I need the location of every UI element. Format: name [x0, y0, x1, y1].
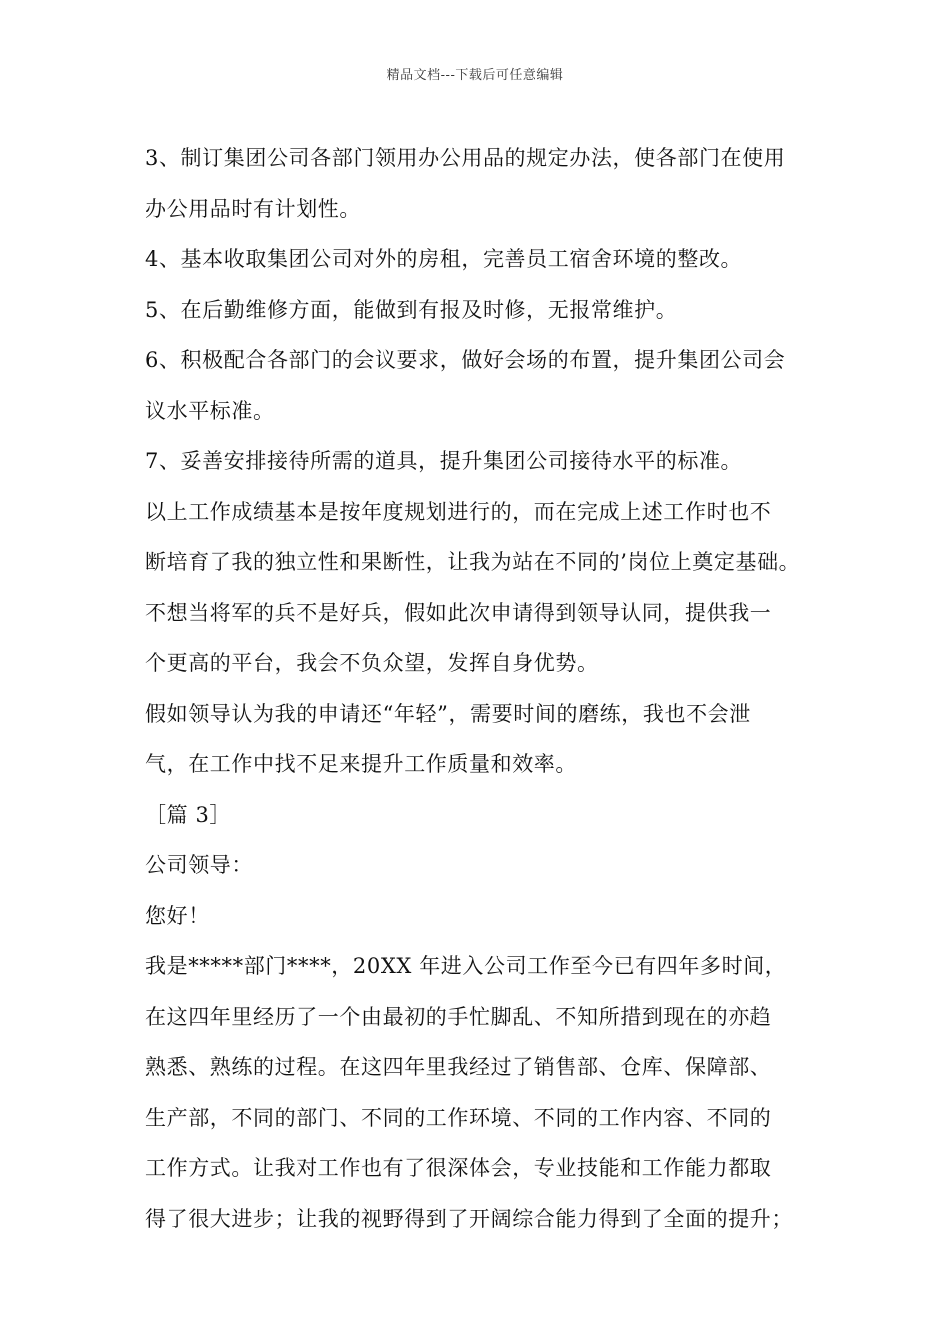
text-line: 得了很大进步；让我的视野得到了开阔综合能力得到了全面的提升； — [145, 1206, 793, 1231]
page-header: 精品文档---下载后可任意编辑 — [386, 68, 564, 83]
text-line: 以上工作成绩基本是按年度规划进行的，而在完成上述工作时也不 — [145, 499, 772, 524]
text-line: 个更高的平台，我会不负众望，发挥自身优势。 — [145, 651, 599, 675]
text-line: 断培育了我的独立性和果断性，让我为站在不同的’岗位上奠定基础。 — [145, 550, 801, 574]
text-line: 生产部，不同的部门、不同的工作环境、不同的工作内容、不同的 — [145, 1105, 772, 1130]
text-line: 在这四年里经历了一个由最初的手忙脚乱、不知所措到现在的亦趋 — [145, 1004, 772, 1029]
text-line: 办公用品时有计划性。 — [145, 196, 361, 221]
greeting: 您好！ — [145, 903, 210, 928]
text-line: 6、积极配合各部门的会议要求，做好会场的布置，提升集团公司会 — [145, 348, 786, 372]
text-line: 议水平标准。 — [145, 398, 275, 423]
salutation: 公司领导： — [145, 853, 253, 877]
text-line: 7、妥善安排接待所需的道具，提升集团公司接待水平的标准。 — [145, 449, 743, 473]
section-heading: ［篇 3］ — [145, 802, 232, 827]
text-line: 4、基本收取集团公司对外的房租，完善员工宿舍环境的整改。 — [145, 247, 743, 271]
text-line: 3、制订集团公司各部门领用办公用品的规定办法，使各部门在使用 — [145, 146, 786, 170]
text-line: 工作方式。让我对工作也有了很深体会，专业技能和工作能力都取 — [145, 1156, 772, 1180]
text-line: 假如领导认为我的申请还“年轻”，需要时间的磨练，我也不会泄 — [145, 701, 751, 726]
document-body — [145, 133, 835, 1244]
text-line: 我是*****部门****，20XX 年进入公司工作至今已有四年多时间， — [145, 954, 787, 978]
text-line: 不想当将军的兵不是好兵，假如此次申请得到领导认同，提供我一 — [145, 600, 772, 625]
text-line: 5、在后勤维修方面，能做到有报及时修，无报常维护。 — [145, 297, 678, 322]
text-line: 熟悉、熟练的过程。在这四年里我经过了销售部、仓库、保障部、 — [145, 1055, 772, 1079]
text-line: 气，在工作中找不足来提升工作质量和效率。 — [145, 752, 577, 776]
